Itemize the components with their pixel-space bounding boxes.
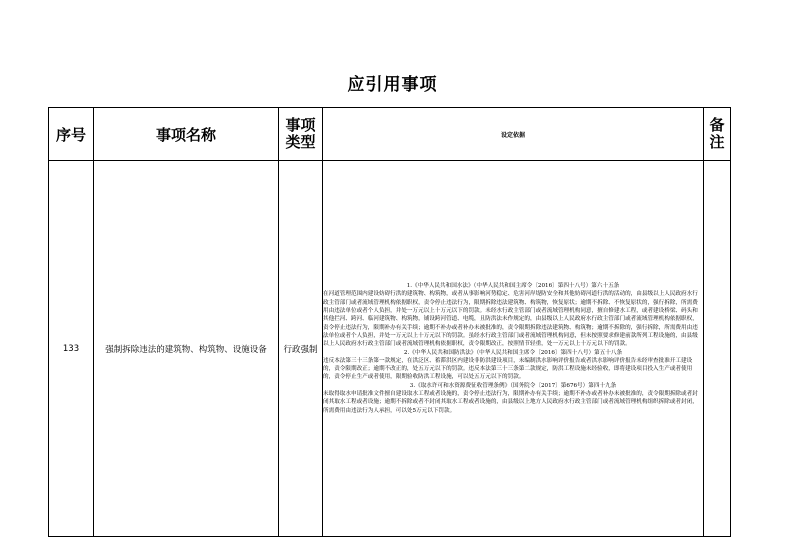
basis-line: 1.《中华人民共和国水法》（中华人民共和国主席令〔2016〕第四十八号）第六十五条 [406, 283, 620, 290]
row-type: 行政强制 [279, 161, 323, 537]
page-title: 应引用事项 [347, 75, 438, 95]
row-note [704, 161, 731, 537]
basis-line: 在河道管理范围内建设妨碍行洪的建筑物、构筑物，或者从事影响河势稳定、危害河岸堤防安全和其他妨碍河道行洪的活动的，由县级以上人民政府水行政主管部门或者流域管理机构依据职权，责令停止违法行为，限期拆除违法建筑物、构筑物，恢复原状；逾期不拆除、不恢复原状的，强行拆除，所需费用由违法单位或者个人负担，并处一万元以上十万元以下的罚款。未经水行政主管部门或者流域管理机构同意，擅自修建水工程，或者建设桥梁、码头和其他拦河、跨河、临河建筑物、构筑物，铺设跨河管道、电缆，且防洪法未作规定的，由县级以上人民政府水行政主管部门或者流域管理机构依据职权，责令停止违法行为，限期补办有关手续；逾期不补办或者补办未被批准的，责令限期拆除违法建筑物、构筑物；逾期不拆除的，强行拆除，所需费用由违法单位或者个人负担，并处一万元以上十万元以下的罚款。虽经水行政主管部门或者流域管理机构同意，但未按照要求修建前款所列工程设施的，由县级以上人民政府水行政主管部门或者流域管理机构依据职权，责令限期改正，按照情节轻重，处一万元以上十万元以下的罚款。 [323, 291, 698, 348]
row-name: 强制拆除违法的建筑物、构筑物、设施设备 [94, 161, 279, 537]
row-basis [323, 161, 704, 537]
header-note: 备注 [704, 108, 731, 161]
header-basis: 设定依据 [323, 108, 704, 161]
basis-line: 未取得取水申请批准文件擅自建设取水工程或者设施的，责令停止违法行为，限期补办有关手续；逾期不补办或者补办未被批准的，责令限期拆除或者封闭其取水工程或者设施；逾期不拆除或者不封闭其取水工程或者设施的，由县级以上地方人民政府水行政主管部门或者流域管理机构组织拆除或者封闭，所需费用由违法行为人承担，可以处5万元以下罚款。 [323, 390, 698, 414]
header-name: 事项名称 [94, 108, 279, 161]
header-type: 事项类型 [279, 108, 323, 161]
row-seq: 133 [49, 161, 94, 537]
header-seq: 序号 [49, 108, 94, 161]
basis-line: 2.《中华人民共和国防洪法》（中华人民共和国主席令〔2016〕第四十八号）第五十八条 [403, 349, 623, 356]
basis-line: 3.《取水许可和水资源费征收管理条例》（国务院令〔2017〕第676号）第四十九条 [409, 382, 617, 389]
header-row [49, 108, 731, 161]
item-table [48, 107, 731, 537]
table-row [49, 161, 731, 537]
basis-line: 违反本法第三十三条第一款规定，在洪泛区、蓄滞洪区内建设非防洪建设项目，未编制洪水影响评价报告或者洪水影响评价报告未经审查批准开工建设的，责令限期改正；逾期不改正的，处五万元以下的罚款。违反本法第三十三条第二款规定，防洪工程设施未经验收，即将建设项目投入生产或者使用的，责令停止生产或者使用，限期验收防洪工程设施，可以处五万元以下的罚款。 [323, 357, 693, 381]
